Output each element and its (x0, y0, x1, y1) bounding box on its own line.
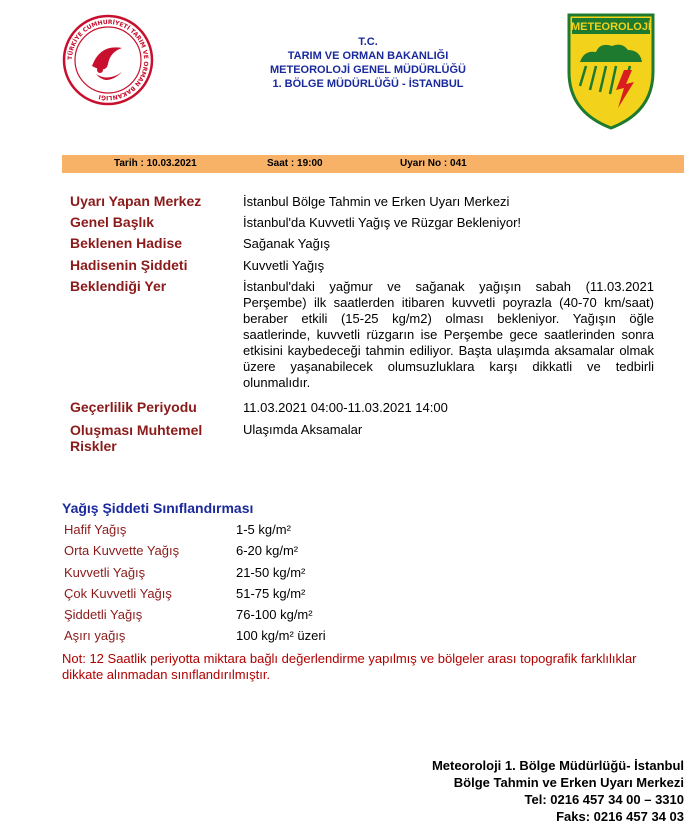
classification-row (64, 607, 394, 627)
classification-row (64, 543, 394, 563)
meteoroloji-logo (566, 12, 656, 130)
classification-range: 51-75 kg/m² (236, 586, 306, 601)
warning-date: Tarih : 10.03.2021 (114, 158, 197, 169)
classification-row (64, 565, 394, 585)
ministry-seal-logo (62, 14, 154, 106)
label-issuing-center: Uyarı Yapan Merkez (70, 193, 202, 209)
label-validity-period: Geçerlilik Periyodu (70, 399, 197, 415)
warning-time: Saat : 19:00 (267, 158, 323, 169)
classification-name: Kuvvetli Yağış (64, 565, 146, 580)
footer-directorate: Meteoroloji 1. Bölge Müdürlüğü- İstanbul (431, 758, 684, 773)
classification-row (64, 586, 394, 606)
label-possible-risks: Oluşması Muhtemel Riskler (70, 422, 203, 454)
footer-center: Bölge Tahmin ve Erken Uyarı Merkezi (453, 775, 684, 790)
label-event-severity: Hadisenin Şiddeti (70, 257, 188, 273)
classification-name: Çok Kuvvetli Yağış (64, 586, 172, 601)
classification-name: Hafif Yağış (64, 522, 127, 537)
value-general-title: İstanbul'da Kuvvetli Yağış ve Rüzgar Bekleniyor! (243, 215, 522, 230)
value-issuing-center: İstanbul Bölge Tahmin ve Erken Uyarı Merkezi (243, 194, 510, 209)
value-validity-period: 11.03.2021 04:00-11.03.2021 14:00 (243, 400, 448, 415)
footer-fax: Faks: 0216 457 34 03 (556, 809, 684, 824)
classification-name: Şiddetli Yağış (64, 607, 143, 622)
header-region: 1. BÖLGE MÜDÜRLÜĞÜ - İSTANBUL (272, 78, 464, 90)
header-tc: T.C. (358, 36, 378, 48)
label-expected-event: Beklenen Hadise (70, 235, 183, 251)
classification-note: Not: 12 Saatlik periyotta miktara bağlı değerlendirme yapılmış ve bölgeler arası topografik farklılıklar dikkate alınmadan sınıflandırılmıştır. (62, 651, 637, 682)
svg-text:METEOROLOJİ: METEOROLOJİ (570, 21, 652, 33)
value-possible-risks: Ulaşımda Aksamalar (243, 422, 363, 437)
label-general-title: Genel Başlık (70, 214, 155, 230)
classification-row (64, 628, 394, 648)
classification-range: 21-50 kg/m² (236, 565, 306, 580)
classification-name: Orta Kuvvette Yağış (64, 543, 180, 558)
classification-range: 76-100 kg/m² (236, 607, 313, 622)
value-event-severity: Kuvvetli Yağış (243, 258, 325, 273)
warning-number: Uyarı No : 041 (400, 158, 467, 169)
header-directorate: METEOROLOJİ GENEL MÜDÜRLÜĞÜ (270, 64, 466, 76)
classification-name: Aşırı yağış (64, 628, 126, 643)
footer-phone: Tel: 0216 457 34 00 – 3310 (524, 792, 684, 807)
label-expected-location: Beklendiği Yer (70, 278, 167, 294)
classification-row (64, 522, 394, 542)
info-bar (62, 155, 684, 173)
value-expected-location: İstanbul'daki yağmur ve sağanak yağışın sabah (11.03.2021 Perşembe) ilk saatlerden itibaren kuvvetli poyrazla (40-70 km/saat) beraber etkili (15-25 kg/m2) olması bekleniyor. Yağışın öğle saatlerinde, kuvvetli rüzgarın ise Perşembe gece saatlerinden sonra etkisini kaybedeceği tahmin ediliyor. Başta ulaşımda aksamalar olmak üzere yaşanabilecek olumsuzluklara karşı dikkatli ve tedbirli olunmalıdır. (243, 279, 654, 390)
classification-range: 1-5 kg/m² (236, 522, 291, 537)
svg-text:TÜRKİYE CUMHURİYETİ TARIM VE O: TÜRKİYE CUMHURİYETİ TARIM VE ORMAN BAKANLIĞI (66, 18, 150, 102)
classification-title: Yağış Şiddeti Sınıflandırması (62, 500, 254, 516)
header-ministry: TARIM VE ORMAN BAKANLIĞI (287, 50, 449, 62)
contact-footer (432, 757, 684, 825)
classification-range: 6-20 kg/m² (236, 543, 299, 558)
classification-range: 100 kg/m² üzeri (236, 628, 326, 643)
document-header (200, 35, 536, 91)
value-expected-event: Sağanak Yağış (243, 236, 330, 251)
